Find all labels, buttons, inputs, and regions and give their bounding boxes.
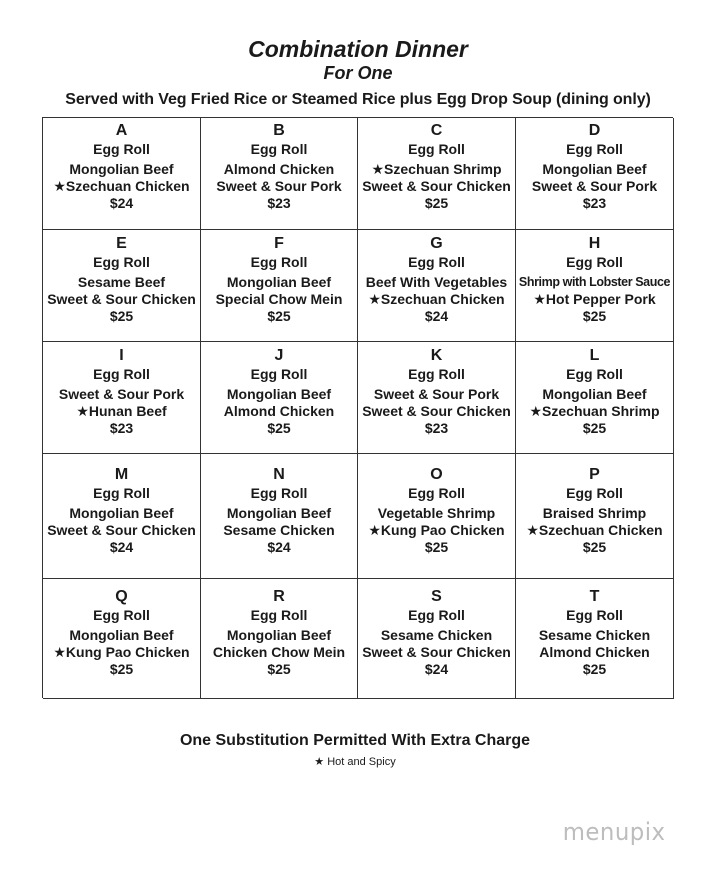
combo-item: ★Szechuan Shrimp	[371, 161, 502, 177]
combo-item: Sweet & Sour Pork	[58, 386, 185, 402]
combo-letter: E	[116, 235, 127, 252]
combo-price: $23	[267, 195, 291, 211]
combo-cell-l	[516, 342, 674, 454]
combo-item-egg-roll: Egg Roll	[566, 607, 623, 623]
combo-item-egg-roll: Egg Roll	[250, 485, 308, 501]
combo-grid	[42, 117, 673, 698]
combo-cell-i	[43, 342, 201, 454]
combo-letter: G	[430, 235, 443, 252]
combo-cell-j	[201, 342, 358, 454]
combo-item: Mongolian Beef	[226, 627, 332, 643]
combo-item: Chicken Chow Mein	[212, 644, 346, 660]
combo-item: Sweet & Sour Chicken	[362, 403, 511, 419]
combo-item-egg-roll: Egg Roll	[566, 254, 623, 270]
combo-price: $25	[424, 195, 449, 211]
combo-item: Sweet & Sour Chicken	[47, 291, 196, 307]
combo-price: $24	[424, 308, 449, 324]
combo-item: Sweet & Sour Pork	[373, 386, 500, 402]
combo-item: ★Szechuan Shrimp	[529, 403, 660, 419]
combo-item: Sesame Chicken	[538, 627, 651, 643]
combo-letter: R	[273, 588, 285, 605]
substitution-note: One Substitution Permitted With Extra Charge	[179, 732, 531, 749]
combo-item-egg-roll: Egg Roll	[93, 366, 150, 382]
combo-letter: D	[588, 122, 601, 139]
combo-letter: M	[114, 466, 129, 483]
combo-item-egg-roll: Egg Roll	[566, 485, 623, 501]
combo-cell-g	[358, 230, 516, 342]
combo-item: Braised Shrimp	[542, 505, 647, 521]
combo-letter: B	[273, 122, 285, 139]
combo-item: Mongolian Beef	[69, 505, 174, 521]
combo-price: $23	[424, 420, 449, 436]
combo-letter: N	[273, 466, 285, 483]
combo-price: $25	[267, 420, 291, 436]
combo-item-egg-roll: Egg Roll	[93, 607, 150, 623]
combo-cell-s	[358, 579, 516, 699]
combo-item-egg-roll: Egg Roll	[93, 141, 150, 157]
combo-cell-p	[516, 454, 674, 579]
combo-letter: I	[119, 347, 124, 364]
menu-title: Combination Dinner	[248, 36, 468, 62]
combo-item-egg-roll: Egg Roll	[250, 254, 308, 270]
combo-item-egg-roll: Egg Roll	[250, 366, 308, 382]
combo-item: Mongolian Beef	[226, 274, 332, 290]
combo-item: Mongolian Beef	[226, 386, 332, 402]
combo-item: Almond Chicken	[223, 161, 335, 177]
combo-item-egg-roll: Egg Roll	[408, 141, 465, 157]
combo-item: Mongolian Beef	[542, 386, 647, 402]
combo-cell-d	[516, 118, 674, 230]
combo-price: $25	[109, 308, 134, 324]
combo-cell-b	[201, 118, 358, 230]
combo-cell-n	[201, 454, 358, 579]
combo-cell-c	[358, 118, 516, 230]
combo-cell-r	[201, 579, 358, 699]
combo-item-egg-roll: Egg Roll	[408, 366, 465, 382]
combo-item: Almond Chicken	[223, 403, 335, 419]
combo-item: Sweet & Sour Chicken	[362, 178, 511, 194]
combo-item: Sesame Beef	[77, 274, 166, 290]
combo-cell-k	[358, 342, 516, 454]
combo-price: $24	[267, 539, 291, 555]
combo-item: Sesame Chicken	[380, 627, 493, 643]
combo-cell-h	[516, 230, 674, 342]
combo-price: $25	[424, 539, 449, 555]
combo-price: $24	[109, 539, 134, 555]
combo-item-egg-roll: Egg Roll	[93, 485, 150, 501]
combo-item: Shrimp with Lobster Sauce	[518, 275, 671, 289]
combo-item: ★Szechuan Chicken	[53, 178, 190, 194]
combo-price: $25	[267, 308, 291, 324]
combo-price: $25	[582, 661, 607, 677]
combo-price: $25	[582, 308, 607, 324]
combo-item: ★Kung Pao Chicken	[368, 522, 505, 538]
combo-price: $25	[109, 661, 134, 677]
combo-item-egg-roll: Egg Roll	[408, 607, 465, 623]
combo-cell-m	[43, 454, 201, 579]
combo-item: Special Chow Mein	[215, 291, 343, 307]
combo-cell-f	[201, 230, 358, 342]
combo-price: $23	[109, 420, 134, 436]
combo-letter: A	[115, 122, 128, 139]
combo-letter: Q	[115, 588, 128, 605]
combo-item: Sweet & Sour Chicken	[362, 644, 511, 660]
combo-price: $25	[582, 420, 607, 436]
combo-item: Beef With Vegetables	[365, 274, 508, 290]
combo-item: ★Hunan Beef	[76, 403, 167, 419]
combo-letter: L	[589, 347, 600, 364]
watermark-logo: menupix	[562, 818, 666, 846]
combo-item: ★Szechuan Chicken	[526, 522, 663, 538]
combo-price: $24	[424, 661, 449, 677]
combo-letter: C	[430, 122, 443, 139]
combo-cell-a	[43, 118, 201, 230]
served-with-note: Served with Veg Fried Rice or Steamed Rice plus Egg Drop Soup (dining only)	[65, 91, 651, 108]
combo-letter: K	[430, 347, 443, 364]
combo-letter: H	[588, 235, 601, 252]
combo-letter: F	[274, 235, 284, 252]
combo-letter: O	[430, 466, 443, 483]
combo-item: Mongolian Beef	[226, 505, 332, 521]
combo-item-egg-roll: Egg Roll	[566, 366, 623, 382]
combo-item: ★Szechuan Chicken	[368, 291, 505, 307]
combo-letter: T	[589, 588, 600, 605]
combo-letter: P	[589, 466, 600, 483]
combo-item: Sweet & Sour Pork	[531, 178, 658, 194]
combo-cell-t	[516, 579, 674, 699]
combo-item-egg-roll: Egg Roll	[93, 254, 150, 270]
combo-price: $25	[582, 539, 607, 555]
menu-subtitle: For One	[323, 63, 393, 83]
combo-cell-q	[43, 579, 201, 699]
combo-price: $25	[267, 661, 291, 677]
combo-letter: J	[274, 347, 284, 364]
combo-price: $24	[109, 195, 134, 211]
combo-item: ★Hot Pepper Pork	[533, 291, 656, 307]
combo-item-egg-roll: Egg Roll	[408, 254, 465, 270]
hot-spicy-legend: ★ Hot and Spicy	[314, 756, 396, 768]
combo-item-egg-roll: Egg Roll	[250, 141, 308, 157]
combo-cell-e	[43, 230, 201, 342]
combo-item: Mongolian Beef	[69, 627, 174, 643]
combo-item: Almond Chicken	[539, 644, 650, 660]
combo-letter: S	[431, 588, 442, 605]
combo-item: Sweet & Sour Chicken	[47, 522, 196, 538]
combo-item: Sesame Chicken	[223, 522, 335, 538]
combo-item: Vegetable Shrimp	[377, 505, 496, 521]
combo-item: Sweet & Sour Pork	[216, 178, 342, 194]
combo-item-egg-roll: Egg Roll	[250, 607, 308, 623]
combo-price: $23	[582, 195, 607, 211]
combo-item-egg-roll: Egg Roll	[566, 141, 623, 157]
combo-item: Mongolian Beef	[69, 161, 174, 177]
combo-item-egg-roll: Egg Roll	[408, 485, 465, 501]
combo-item: ★Kung Pao Chicken	[53, 644, 190, 660]
combo-item: Mongolian Beef	[542, 161, 647, 177]
combo-cell-o	[358, 454, 516, 579]
